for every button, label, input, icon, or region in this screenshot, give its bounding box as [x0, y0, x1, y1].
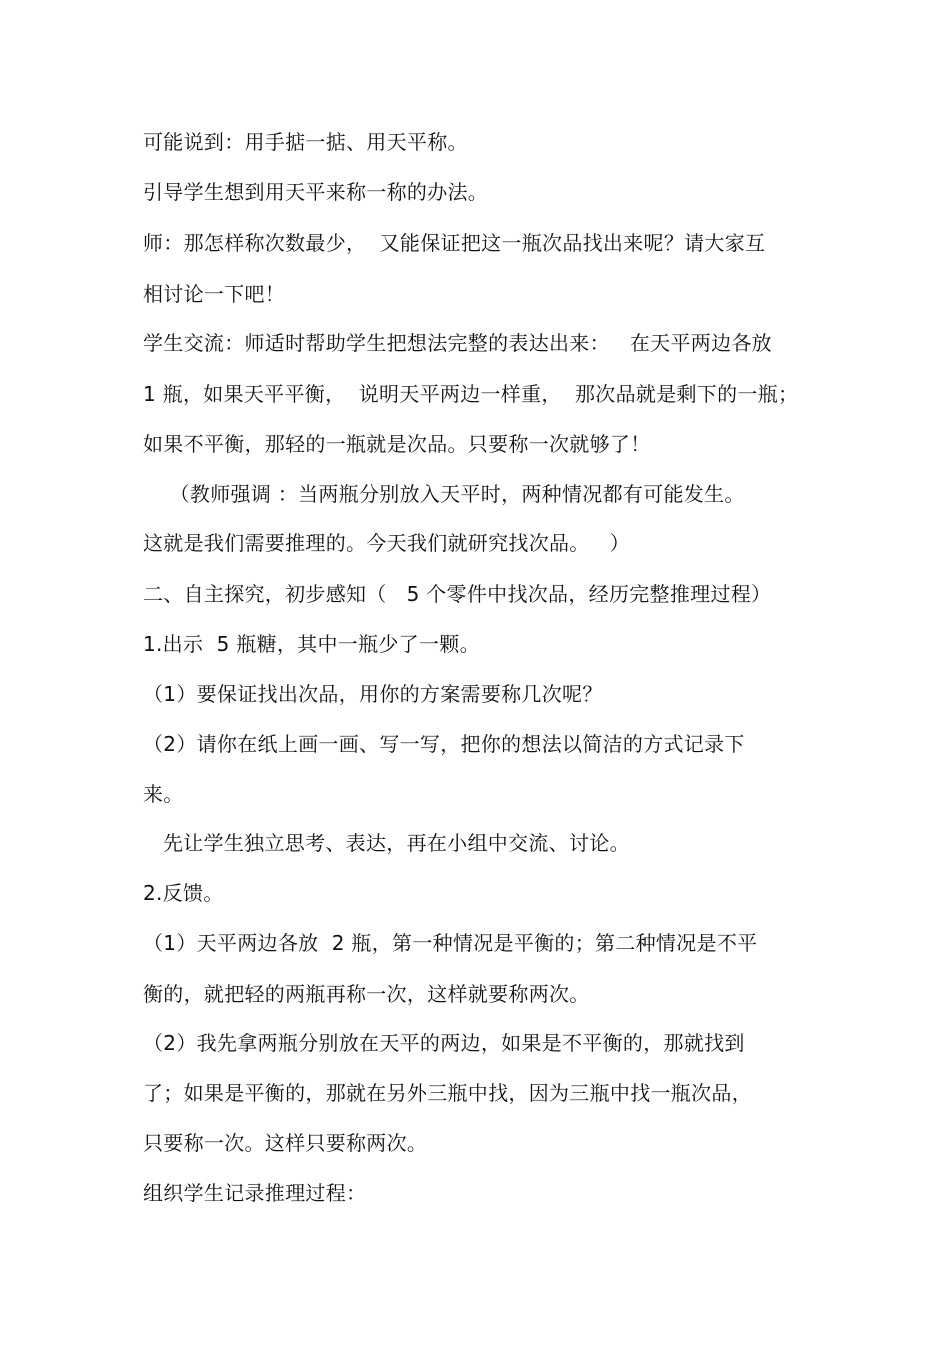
text-line: 这就是我们需要推理的。今天我们就研究找次品。 ）	[143, 531, 630, 555]
text-line: 先让学生独立思考、表达，再在小组中交流、讨论。	[143, 831, 630, 855]
text-line: （教师强调 ：当两瓶分别放入天平时，两种情况都有可能发生。	[143, 482, 745, 506]
text-line: 引导学生想到用天平来称一称的办法。	[143, 180, 489, 204]
text-line: 1 瓶，如果天平平衡， 说明天平两边一样重， 那次品就是剩下的一瓶；	[143, 382, 799, 406]
text-line: 1.出示 5 瓶糖，其中一瓶少了一颗。	[143, 632, 480, 656]
text-line: （2）我先拿两瓶分别放在天平的两边，如果是不平衡的，那就找到	[143, 1031, 745, 1055]
text-line: 了；如果是平衡的，那就在另外三瓶中找，因为三瓶中找一瓶次品，	[143, 1081, 752, 1105]
text-line: 2.反馈。	[143, 881, 224, 905]
text-line: 学生交流：师适时帮助学生把想法完整的表达出来： 在天平两边各放	[143, 331, 772, 355]
text-line: （2）请你在纸上画一画、写一写，把你的想法以简洁的方式记录下	[143, 732, 745, 756]
text-line: 可能说到：用手掂一掂、用天平称。	[143, 130, 468, 154]
text-line: 组织学生记录推理过程：	[143, 1181, 367, 1205]
text-line: 来。	[143, 782, 184, 806]
text-line: 衡的，就把轻的两瓶再称一次，这样就要称两次。	[143, 982, 590, 1006]
text-line: （1）天平两边各放 2 瓶，第一种情况是平衡的；第二种情况是不平	[143, 931, 758, 955]
text-line: 如果不平衡，那轻的一瓶就是次品。只要称一次就够了！	[143, 432, 651, 456]
text-line: （1）要保证找出次品，用你的方案需要称几次呢？	[143, 682, 603, 706]
text-line: 相讨论一下吧！	[143, 282, 286, 306]
text-line: 只要称一次。这样只要称两次。	[143, 1131, 428, 1155]
section-heading: 二、自主探究，初步感知（ 5 个零件中找次品，经历完整推理过程）	[143, 582, 772, 606]
text-line: 师：那怎样称次数最少， 又能保证把这一瓶次品找出来呢？请大家互	[143, 231, 766, 255]
